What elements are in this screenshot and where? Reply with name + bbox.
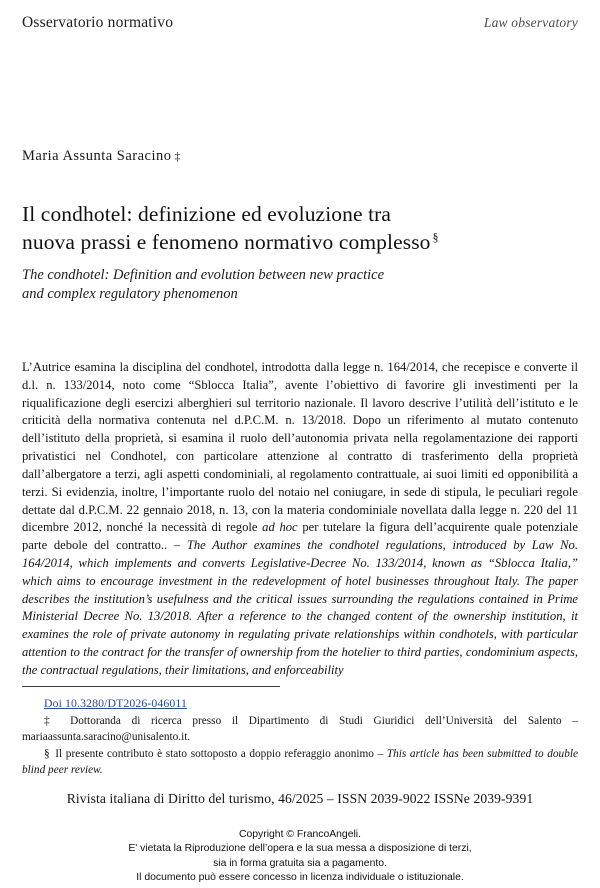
running-head-right-label: Law observatory: [483, 15, 578, 30]
footnotes: [22, 695, 578, 778]
abstract-italian-part-2: per tutelare la figura dell’acquirente quale potenziale parte debole del contratto.. –: [22, 520, 578, 553]
title-line-2: nuova prassi e fenomeno normativo complesso: [22, 230, 431, 255]
doi-link[interactable]: Doi 10.3280/DT2026-046011: [44, 696, 187, 710]
subtitle: [22, 266, 482, 305]
page-title: [22, 200, 582, 257]
subtitle-line-1: The condhotel: Definition and evolution between new practice: [22, 266, 385, 283]
footnote-peer-review-italian: Il presente contributo è stato sottoposto a doppio referaggio anonimo –: [51, 748, 387, 761]
abstract-italian-part-1: L’Autrice esamina la disciplina del condhotel, introdotta dalla legge n. 164/2014, che recepisce e converte il d.l. n. 133/2014, noto come “Sblocca Italia”, avente l’obiettivo di favorire gli investimenti per la riqualificazione degli esercizi alberghieri sul territorio nazionale. Il lavoro descrive l’utilità dell’istituto e le criticità della normativa contenuta nel d.P.C.M. n. 13/2018. Dopo un riferimento al mutato contenuto dell’istituto della proprietà, si esamina il ruolo dell’autonomia privata nella regolamentazione dei rapporti privatistici nel Condhotel, con particolare attenzione al contratto di trasferimento della proprietà dall’albergatore a terzi, agli aspetti condominiali, al regolamento contrattuale, ai suoi limiti ed opponibilità a terzi. Si evidenzia, inoltre, l’importante ruolo del notaio nel coniugare, in sede di stipula, le peculiari regole dettate dal d.P.C.M. 22 gennaio 2018, n. 13, con la materia condominiale novellata dalla legge n. 220 del 11 dicembre 2012, nonché la necessità di regole: [22, 360, 578, 535]
copyright-line-2: E' vietata la Riproduzione dell’opera e la sua messa a disposizione di terzi,: [128, 843, 472, 855]
footnote-peer-review-english: This article has been submitted to double blind peer review.: [22, 748, 578, 777]
author-footnote-marker: ‡: [174, 149, 182, 163]
abstract: [22, 359, 578, 680]
running-head-left-label: Osservatorio normativo: [22, 14, 174, 31]
title-block: [22, 200, 582, 305]
subtitle-line-2: and complex regulatory phenomenon: [22, 286, 238, 303]
title-line-1: Il condhotel: definizione ed evoluzione tra: [22, 202, 392, 226]
title-footnote-marker: §: [432, 230, 439, 245]
copyright-line-1: Copyright © FrancoAngeli.: [238, 829, 361, 840]
footnote-peer-review: [22, 746, 578, 778]
author-line: [22, 148, 181, 165]
journal-citation: Rivista italiana di Diritto del turismo, 46/2025 – ISSN 2039-9022 ISSNe 2039-9391: [66, 791, 534, 806]
copyright-notice: [0, 828, 600, 885]
footnote-affiliation-marker: ‡: [44, 715, 58, 728]
author-name: Maria Assunta Saracino: [22, 148, 172, 164]
copyright-line-4: Il documento può essere concesso in licenza individuale o istituzionale.: [136, 872, 464, 884]
abstract-latin-phrase: ad hoc: [262, 520, 298, 535]
footnote-peer-review-marker: §: [44, 748, 50, 761]
footnote-affiliation: [22, 713, 578, 745]
footnote-affiliation-text: Dottoranda di ricerca presso il Dipartimento di Studi Giuridici dell’Università del Salento – mariaassunta.saracino@unisalento.it.: [22, 715, 578, 744]
running-head: [22, 14, 578, 36]
footnote-separator: [22, 686, 280, 687]
copyright-line-3: sia in forma gratuita sia a pagamento.: [213, 857, 387, 869]
abstract-english: The Author examines the condhotel regulations, introduced by Law No. 164/2014, which implements and converts Legislative-Decree No. 133/2014, known as “Sblocca Italia,” which aims to encourage investment in the redevelopment of hotel businesses throughout Italy. The paper describes the institution’s usefulness and the critical issues surrounding the regulations contained in Prime Ministerial Decree No. 13/2018. After a reference to the changed content of the ownership institution, it examines the role of private autonomy in regulating private relationships within condhotels, with particular attention to the contract for the transfer of ownership from the hotelier to third parties, condominium aspects, the contractual regulations, their limitations, and enforceability: [22, 538, 578, 677]
